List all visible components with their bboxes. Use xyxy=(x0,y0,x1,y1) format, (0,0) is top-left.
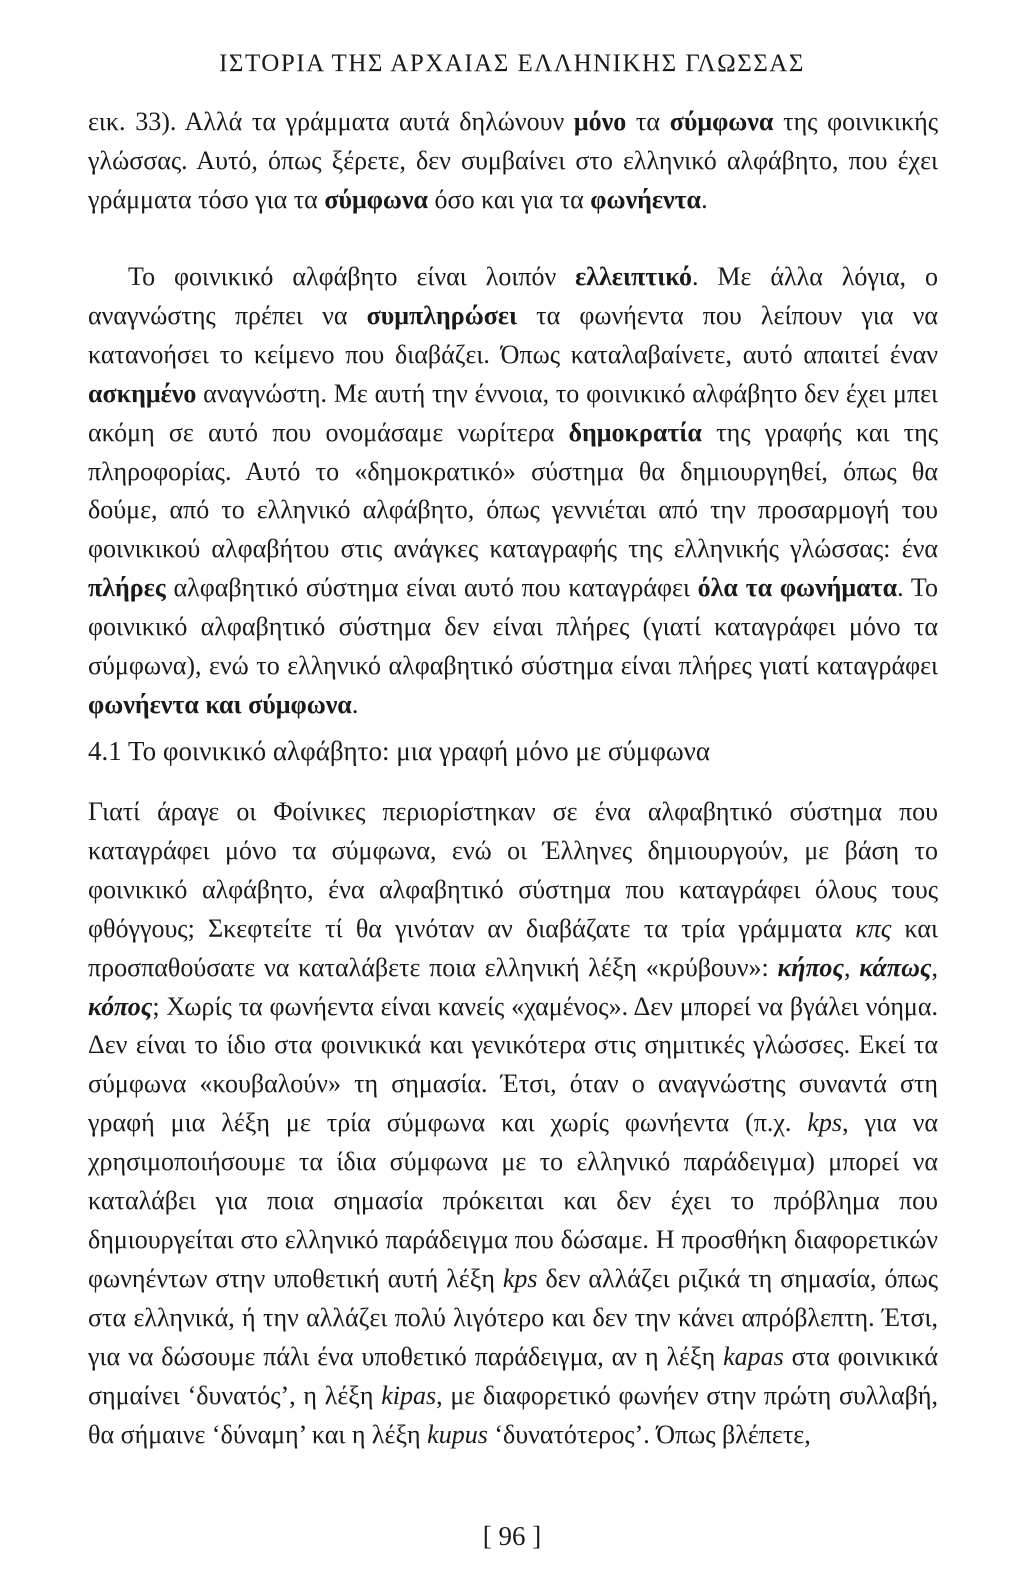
emphasis: φωνήεντα xyxy=(590,184,702,214)
text-run: , xyxy=(844,952,860,982)
emphasis: συμπληρώσει xyxy=(366,300,518,330)
italic-term: kps xyxy=(807,1108,843,1138)
italic-term: kupus xyxy=(427,1419,488,1449)
text-run: . Με άλλα λόγια, ο αναγνώστης πρέπει να xyxy=(88,262,938,330)
italic-term: kps xyxy=(502,1263,538,1293)
text-run: τα φωνήεντα που λείπουν για να κατανοήσει το κείμενο που διαβάζει. Όπως καταλαβαίνετε, αυτό απαιτεί έναν xyxy=(88,300,938,369)
paragraph-continuation xyxy=(88,103,938,220)
emphasis: ασκημένο xyxy=(88,378,197,408)
emphasis: σύμφωνα xyxy=(324,184,429,214)
bold-italic-term: κόπος xyxy=(88,991,153,1021)
emphasis: σύμφωνα xyxy=(669,107,774,136)
text-run: δεν αλλάζει ριζικά τη σημασία, όπως στα ελληνικά, ή την αλλάζει πολύ λιγότερο και δεν την κάνει απρόβλεπτη. Έτσι, για να δώσουμε πάλι ένα υποθετικό παράδειγμα, αν η λέξη xyxy=(88,1263,939,1371)
italic-term: kipas xyxy=(381,1380,437,1410)
paragraph xyxy=(88,793,938,1454)
bold-italic-term: κήπος xyxy=(777,952,844,982)
text-run: , για να χρησιμοποιήσουμε τα ίδια σύμφωνα με το ελληνικό παράδειγμα) μπορεί να καταλάβει για ποια σημασία πρόκειται και δεν έχει το πρόβλημα που δημιουργείται στο ελληνικό παράδειγμα που δώσαμε. Η προσθήκη διαφορετικών φωνηέντων στην υποθετική αυτή λέξη xyxy=(88,1108,939,1293)
paragraph xyxy=(88,258,938,725)
italic-term: κπς xyxy=(855,913,892,943)
text-run: Το φοινικικό αλφάβητο είναι λοιπόν xyxy=(128,262,576,291)
emphasis: δημοκρατία xyxy=(568,417,702,447)
emphasis: φωνήεντα και σύμφωνα xyxy=(88,689,352,719)
paragraph-3 xyxy=(88,793,938,1454)
text-run: Γιατί άραγε οι Φοίνικες περιορίστηκαν σε ένα αλφαβητικό σύστημα που καταγράφει μόνο τα σύμφωνα, ενώ οι Έλληνες δημιουργούν, με βάση το φοινικικό αλφάβητο, ένα αλφαβητικό σύστημα που καταγράφει όλους τους φθόγγους; Σκεφτείτε τί θα γινόταν αν διαβάζατε τα τρία γράμματα xyxy=(88,797,938,943)
text-run: αλφαβητικό σύστημα είναι αυτό που καταγράφει xyxy=(165,573,698,603)
emphasis: όλα τα φωνήματα xyxy=(697,573,898,603)
italic-term: kapas xyxy=(723,1341,784,1371)
bold-italic-term: κάπως xyxy=(859,952,932,982)
page-number: [ 96 ] xyxy=(482,1521,542,1551)
text-run: . xyxy=(701,184,708,214)
text-run: αναγνώστη. Με αυτή την έννοια, το φοινικικό αλφάβητο δεν έχει μπει ακόμη σε αυτό που ονομάσαμε νωρίτερα xyxy=(88,378,938,447)
text-run: όσο και για τα xyxy=(428,184,591,214)
paragraph-2 xyxy=(88,258,938,725)
text-run: και προσπαθούσατε να καταλάβετε ποια ελληνική λέξη «κρύβουν»: xyxy=(88,913,938,982)
text-run: της γραφής και της πληροφορίας. Αυτό το «δημοκρατικό» σύστημα θα δημιουργηθεί, όπως θα δούμε, από το ελληνικό αλφάβητο, όπως γεννιέται από την προσαρμογή του φοινικικού αλφαβήτου στις ανάγκες καταγραφής της ελληνικής γλώσσας: ένα xyxy=(88,417,939,564)
emphasis: μόνο xyxy=(573,107,627,136)
text-run: . Το φοινικικό αλφαβητικό σύστημα δεν είναι πλήρες (γιατί καταγράφει μόνο τα σύμφωνα), ενώ το ελληνικό αλφαβητικό σύστημα είναι πλήρες γιατί καταγράφει xyxy=(88,573,938,681)
emphasis: πλήρες xyxy=(88,573,166,603)
paragraph-1 xyxy=(88,103,938,220)
text-run: τα xyxy=(626,107,670,136)
running-head: ΙΣΤΟΡΙΑ ΤΗΣ ΑΡΧΑΙΑΣ ΕΛΛΗΝΙΚΗΣ ΓΛΩΣΣΑΣ xyxy=(219,50,805,77)
text-run: , με διαφορετικό φωνήεν στην πρώτη συλλαβή, θα σήμαινε ‘δύναμη’ και η λέξη xyxy=(88,1380,938,1449)
text-run: ; Χωρίς τα φωνήεντα είναι κανείς «χαμένος». Δεν μπορεί να βγάλει νόημα. Δεν είναι το ίδιο στα φοινικικά και γενικότερα στις σημιτικές γλώσσες. Εκεί τα σύμφωνα «κουβαλούν» τη σημασία. Έτσι, όταν ο αναγνώστης συναντά στη γραφή μια λέξη με τρία σύμφωνα και χωρίς φωνήεντα (π.χ. xyxy=(88,991,938,1138)
text-run: της φοινικικής γλώσσας. Αυτό, όπως ξέρετε, δεν συμβαίνει στο ελληνικό αλφάβητο, που έχει γράμματα τόσο για τα xyxy=(88,107,938,214)
text-run: στα φοινικικά σημαίνει ‘δυνατός’, η λέξη xyxy=(88,1341,938,1410)
section-heading: 4.1 Το φοινικικό αλφάβητο: μια γραφή μόνο με σύμφωνα xyxy=(88,736,711,766)
text-run: εικ. 33). Αλλά τα γράμματα αυτά δηλώνουν xyxy=(88,107,574,136)
emphasis: ελλειπτικό xyxy=(575,262,692,291)
text-run: ‘δυνατότερος’. Όπως βλέπετε, xyxy=(487,1419,811,1449)
text-run: , xyxy=(931,952,938,982)
text-run: . xyxy=(351,689,359,719)
